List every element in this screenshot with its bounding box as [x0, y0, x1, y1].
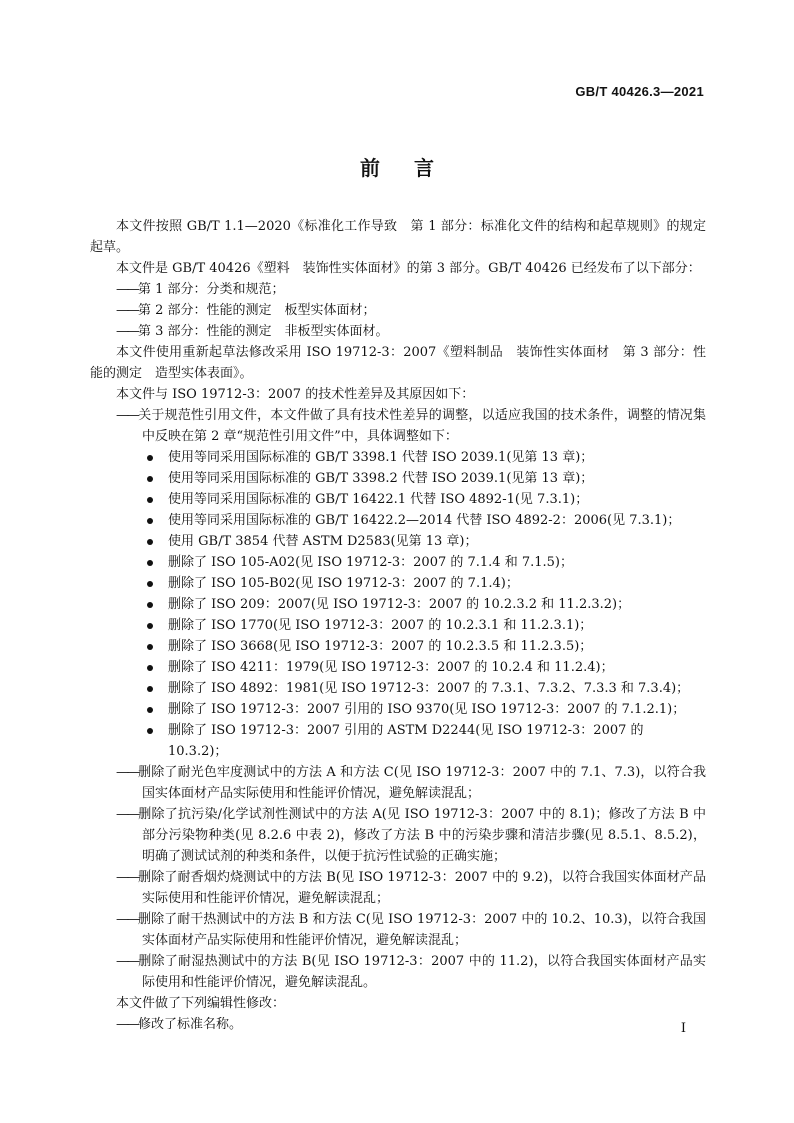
bullet-dot-icon: [147, 455, 153, 461]
dash-mark: ——: [116, 954, 138, 969]
list-item-difference: ——删除了耐湿热测试中的方法 B(见 ISO 19712-3：2007 中的 11.2)，以符合我国实体面材产品实际使用和性能评价情况，避免解读混乱。: [116, 954, 706, 990]
dash-mark: ——: [116, 807, 138, 822]
list-item-difference: ——删除了耐干热测试中的方法 B 和方法 C(见 ISO 19712-3：2007 中的 10.2、10.3)，以符合我国实体面材产品实际使用和性能评价情况，避免解读混乱；: [116, 912, 706, 948]
dash-mark: ——: [116, 870, 138, 885]
bullet-dot-icon: [147, 728, 153, 734]
paragraph-differences-intro: 本文件与 ISO 19712-3：2007 的技术性差异及其原因如下：: [116, 387, 475, 402]
list-item-difference: ——删除了耐香烟灼烧测试中的方法 B(见 ISO 19712-3：2007 中的 9.2)，以符合我国实体面材产品实际使用和性能评价情况，避免解读混乱；: [116, 870, 706, 906]
dash-mark: ——: [116, 324, 138, 339]
bullet-item: 使用等同采用国际标准的 GB/T 3398.2 代替 ISO 2039.1(见第 13 章)；: [90, 468, 706, 489]
bullet-dot-icon: [147, 644, 153, 650]
bullet-item: 删除了 ISO 1770(见 ISO 19712-3：2007 的 10.2.3.1 和 11.2.3.1)；: [90, 615, 706, 636]
standard-code: GB/T 40426.3—2021: [575, 84, 704, 99]
bullet-item: 删除了 ISO 19712-3：2007 引用的 ISO 9370(见 ISO 19712-3：2007 的 7.1.2.1)；: [90, 699, 706, 720]
dash-mark: ——: [116, 912, 138, 927]
list-item-difference: ——删除了抗污染/化学试剂性测试中的方法 A(见 ISO 19712-3：2007 中的 8.1)；修改了方法 B 中部分污染物种类(见 8.2.6 中表 2)，修改了方法 B 中的污染步骤和清洁步骤(见 8.5.1、8.5.2)，明确了测试试剂的种类和条件，以便于抗污性试验的正确实施；: [116, 807, 706, 864]
list-item-part: ——第 3 部分：性能的测定 非板型实体面材。: [116, 324, 389, 339]
bullet-dot-icon: [147, 665, 153, 671]
bullet-item: 删除了 ISO 4211：1979(见 ISO 19712-3：2007 的 10.2.4 和 11.2.4)；: [90, 657, 706, 678]
list-item-part: ——第 1 部分：分类和规范；: [116, 282, 285, 297]
bullet-dot-icon: [147, 518, 153, 524]
dash-mark: ——: [116, 1017, 138, 1032]
paragraph-drafting-rules: 本文件按照 GB/T 1.1—2020《标准化工作导致 第 1 部分：标准化文件的结构和起草规则》的规定起草。: [90, 219, 706, 255]
list-item-difference: ——关于规范性引用文件，本文件做了具有技术性差异的调整，以适应我国的技术条件，调整的情况集中反映在第 2 章“规范性引用文件”中，具体调整如下：: [116, 408, 706, 444]
bullet-dot-icon: [147, 497, 153, 503]
bullet-dot-icon: [147, 602, 153, 608]
list-item-part: ——第 2 部分：性能的测定 板型实体面材；: [116, 303, 376, 318]
bullet-item: 删除了 ISO 19712-3：2007 引用的 ASTM D2244(见 ISO 19712-3：2007 的 10.3.2)；: [90, 720, 706, 762]
page-number: I: [680, 1021, 686, 1036]
bullet-item: 使用 GB/T 3854 代替 ASTM D2583(见第 13 章)；: [90, 531, 706, 552]
bullet-dot-icon: [147, 539, 153, 545]
paragraph-adoption: 本文件使用重新起草法修改采用 ISO 19712-3：2007《塑料制品 装饰性实体面材 第 3 部分：性能的测定 造型实体表面》。: [90, 345, 706, 381]
document-body: [90, 216, 706, 1035]
bullet-item: 删除了 ISO 105-A02(见 ISO 19712-3：2007 的 7.1.4 和 7.1.5)；: [90, 552, 706, 573]
bullet-item: 使用等同采用国际标准的 GB/T 3398.1 代替 ISO 2039.1(见第 13 章)；: [90, 447, 706, 468]
dash-mark: ——: [116, 408, 138, 423]
list-item-edit: ——修改了标准名称。: [116, 1017, 243, 1032]
bullet-item: 使用等同采用国际标准的 GB/T 16422.2—2014 代替 ISO 4892-2：2006(见 7.3.1)；: [90, 510, 706, 531]
dash-mark: ——: [116, 282, 138, 297]
bullet-item: 删除了 ISO 209：2007(见 ISO 19712-3：2007 的 10.2.3.2 和 11.2.3.2)；: [90, 594, 706, 615]
list-item-difference: ——删除了耐光色牢度测试中的方法 A 和方法 C(见 ISO 19712-3：2007 中的 7.1、7.3)，以符合我国实体面材产品实际使用和性能评价情况，避免解读混乱；: [116, 765, 706, 801]
bullet-item: 删除了 ISO 105-B02(见 ISO 19712-3：2007 的 7.1.4)；: [90, 573, 706, 594]
bullet-dot-icon: [147, 623, 153, 629]
bullet-dot-icon: [147, 707, 153, 713]
bullet-dot-icon: [147, 560, 153, 566]
bullet-item: 使用等同采用国际标准的 GB/T 16422.1 代替 ISO 4892-1(见 7.3.1)；: [90, 489, 706, 510]
dash-mark: ——: [116, 765, 138, 780]
page-title: 前言: [360, 156, 468, 180]
paragraph-series-intro: 本文件是 GB/T 40426《塑料 装饰性实体面材》的第 3 部分。GB/T 40426 已经发布了以下部分：: [116, 261, 701, 276]
bullet-dot-icon: [147, 581, 153, 587]
bullet-dot-icon: [147, 686, 153, 692]
bullet-dot-icon: [147, 476, 153, 482]
bullet-item: 删除了 ISO 3668(见 ISO 19712-3：2007 的 10.2.3.5 和 11.2.3.5)；: [90, 636, 706, 657]
bullet-item: 删除了 ISO 4892：1981(见 ISO 19712-3：2007 的 7.3.1、7.3.2、7.3.3 和 7.3.4)；: [90, 678, 706, 699]
dash-mark: ——: [116, 303, 138, 318]
paragraph-editorial-intro: 本文件做了下列编辑性修改：: [116, 996, 286, 1011]
